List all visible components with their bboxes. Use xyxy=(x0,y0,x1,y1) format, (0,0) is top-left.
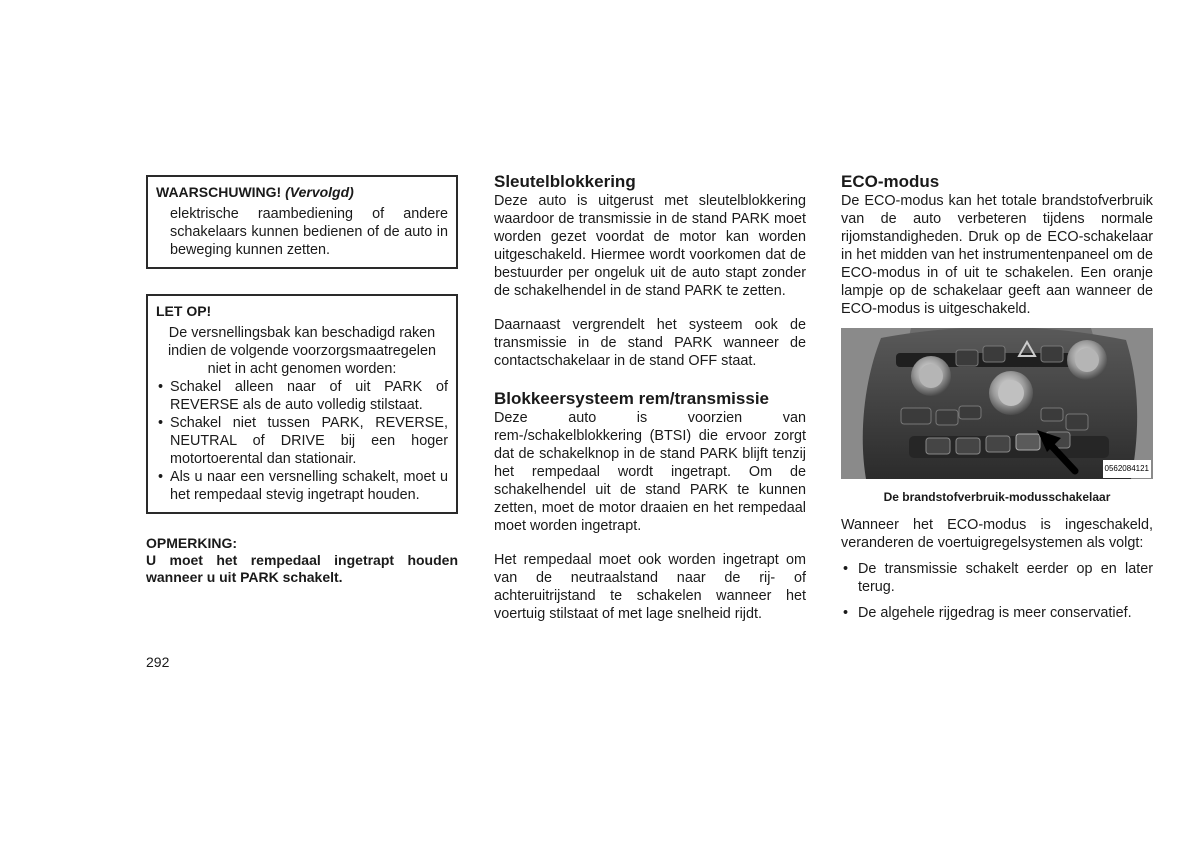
caution-list xyxy=(148,378,456,512)
list-item: • De transmissie schakelt eerder op en later terug. xyxy=(841,560,1153,596)
figure-code: 0562084121 xyxy=(1103,460,1152,478)
warning-label: WAARSCHUWING! xyxy=(156,184,282,200)
caution-intro: De versnellingsbak kan beschadigd raken indien de volgende voorzorgsmaatregelen niet in acht genomen worden: xyxy=(167,325,436,377)
climate-knob-right-icon xyxy=(1067,340,1107,380)
warning-box xyxy=(146,175,458,269)
section-title-brake-transmission: Blokkeersysteem rem/transmissie xyxy=(494,389,769,408)
climate-knob-left-icon xyxy=(911,356,951,396)
eco-switch-photo xyxy=(841,328,1153,479)
warning-continued-label: (Vervolgd) xyxy=(285,184,354,200)
note-text: U moet het rempedaal ingetrapt houden wanneer u uit PARK schakelt. xyxy=(146,552,458,585)
caution-item: • Schakel alleen naar of uit PARK of REVERSE als de auto volledig stilstaat. xyxy=(156,378,448,414)
paragraph: De ECO-modus kan het totale brandstofverbruik van de auto verbeteren tijdens normale rijomstandigheden. Druk op de ECO-schakelaar in het midden van het instrumentenpaneel om de ECO-modus in of uit te schakelen. Een oranje lampje op de schakelaar geeft aan wanneer de ECO-modus is uitgeschakeld. xyxy=(841,193,1153,317)
paragraph: Daarnaast vergrendelt het systeem ook de transmissie in de stand PARK wanneer de contactschakelaar in de stand OFF staat. xyxy=(494,317,806,369)
note-title: OPMERKING: xyxy=(146,535,237,551)
left-column xyxy=(146,175,458,586)
page-number: 292 xyxy=(146,654,170,670)
section-title-eco: ECO-modus xyxy=(841,172,940,191)
section-title-key-lock: Sleutelblokkering xyxy=(494,172,636,191)
eco-effects-list xyxy=(841,560,1153,622)
paragraph: Het rempedaal moet ook worden ingetrapt om van de neutraalstand naar de rij- of achteruitrijstand te schakelen wanneer het voertuig stilstaat of met lage snelheid rijdt. xyxy=(494,552,806,622)
list-item: • De algehele rijgedrag is meer conservatief. xyxy=(841,604,1153,622)
caution-item: • Schakel niet tussen PARK, REVERSE, NEUTRAL of DRIVE bij een hoger motortoerental dan stationair. xyxy=(156,414,448,468)
paragraph: Deze auto is voorzien van rem-/schakelblokkering (BTSI) die ervoor zorgt dat de schakelknop in de stand PARK blijft tenzij het rempedaal wordt ingetrapt. Om de schakelhendel uit de stand PARK te kunnen zetten, moet de motor draaien en het rempedaal moet worden ingetrapt. xyxy=(494,410,806,534)
right-column xyxy=(841,172,1153,630)
paragraph: Deze auto is uitgerust met sleutelblokkering waardoor de transmissie in de stand PARK moet worden gezet voordat de motor kan worden uitgeschakeld. Hiermee wordt voorkomen dat de bestuurder per ongeluk uit de auto stapt zonder de schakelhendel in de stand PARK te zetten. xyxy=(494,193,806,299)
paragraph: Wanneer het ECO-modus is ingeschakeld, veranderen de voertuigregelsystemen als volgt: xyxy=(841,517,1153,551)
dashboard-illustration xyxy=(841,328,1153,479)
caution-box xyxy=(146,294,458,514)
middle-column xyxy=(494,172,806,623)
warning-body: elektrische raambediening of andere schakelaars kunnen bedienen of de auto in beweging kunnen zetten. xyxy=(170,206,448,258)
caution-heading: LET OP! xyxy=(156,303,212,319)
climate-knob-center-icon xyxy=(989,371,1033,415)
eco-button-icon xyxy=(1016,434,1040,450)
warning-heading xyxy=(148,177,456,205)
figure-caption: De brandstofverbruik-modusschakelaar xyxy=(883,490,1111,504)
caution-item: • Als u naar een versnelling schakelt, moet u het rempedaal stevig ingetrapt houden. xyxy=(156,468,448,504)
